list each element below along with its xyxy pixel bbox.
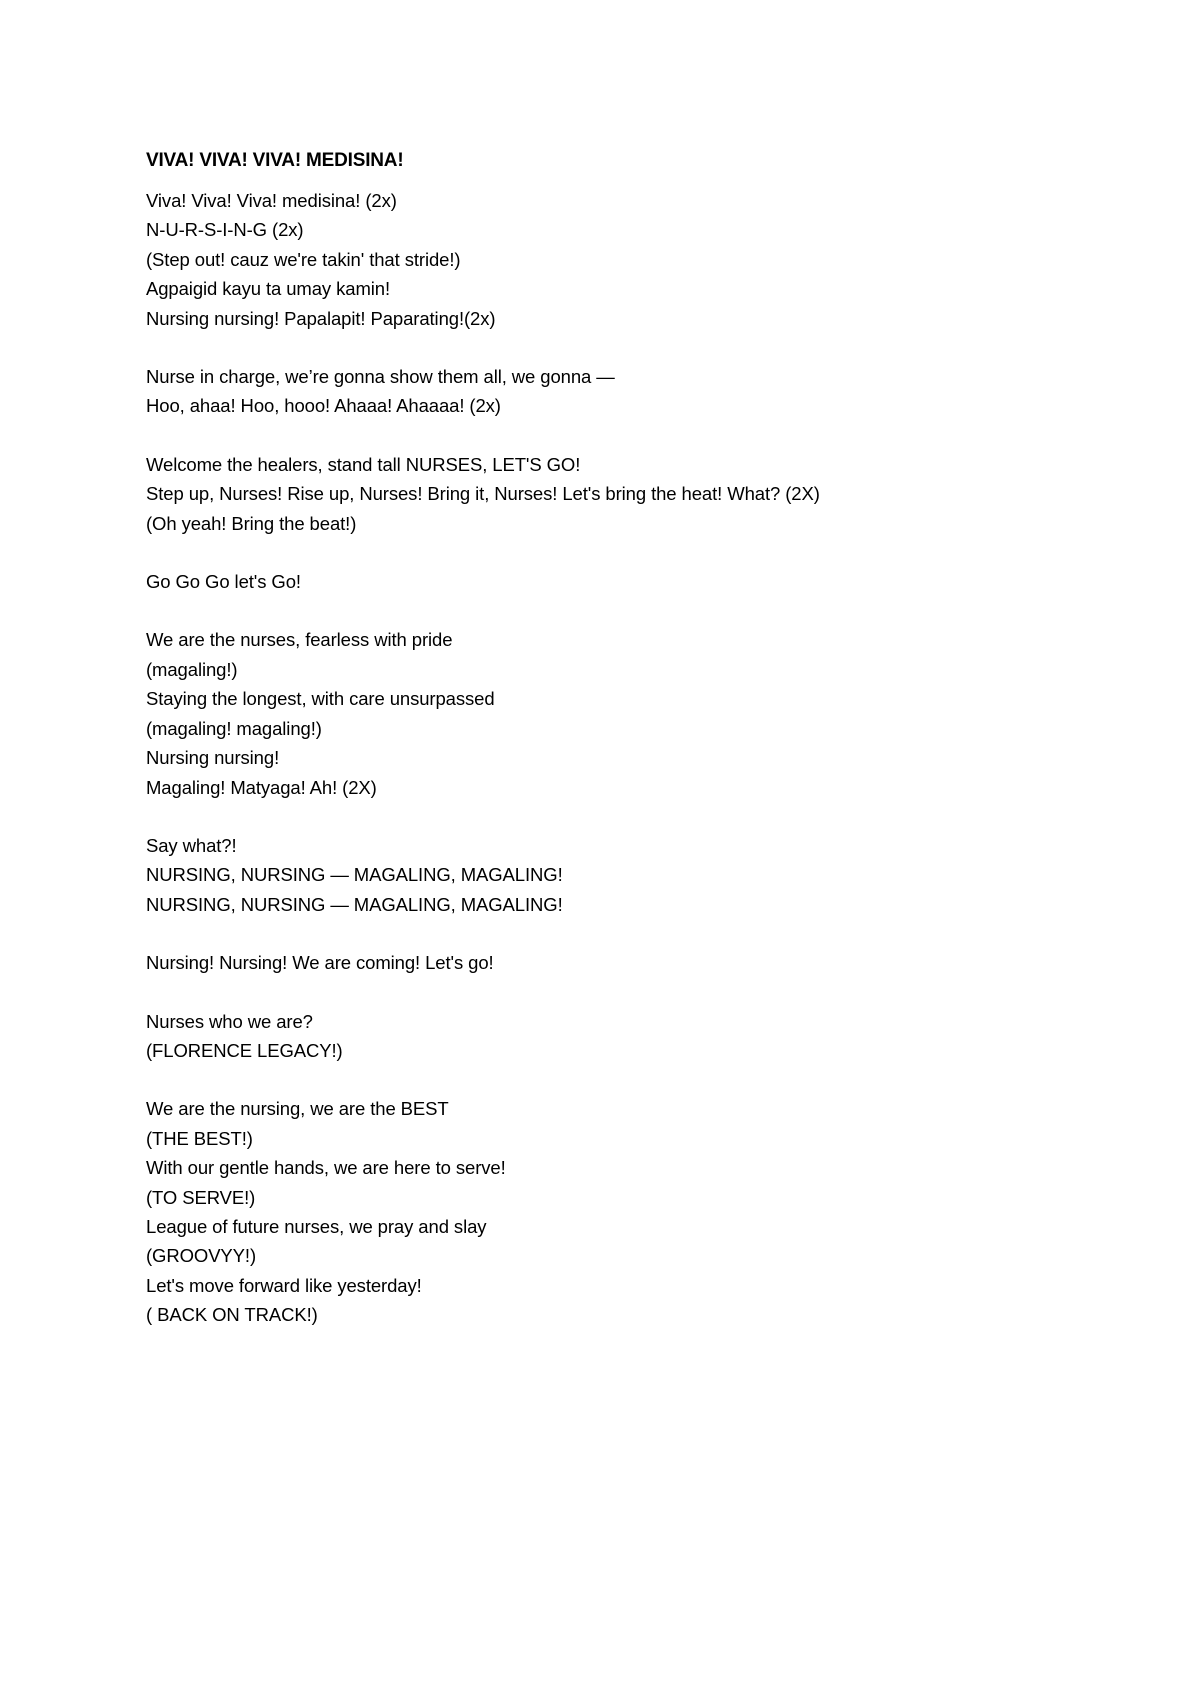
stanza-5 — [146, 625, 1106, 801]
lyric-line: Nursing! Nursing! We are coming! Let's go! — [146, 952, 494, 974]
lyric-line: Hoo, ahaa! Hoo, hooo! Ahaaa! Ahaaaa! (2x) — [146, 395, 501, 417]
lyric-line: NURSING, NURSING — MAGALING, MAGALING! — [146, 864, 563, 886]
lyric-line: (THE BEST!) — [146, 1127, 253, 1149]
stanza-3 — [146, 450, 1106, 538]
lyric-line: (magaling!) — [146, 658, 238, 680]
lyric-line: Go Go Go let's Go! — [146, 571, 301, 593]
stanza-1 — [146, 186, 1106, 333]
lyric-line: Nursing nursing! — [146, 747, 280, 769]
lyric-line: N-U-R-S-I-N-G (2x) — [146, 219, 304, 241]
lyric-line: Welcome the healers, stand tall NURSES, LET'S GO! — [146, 453, 581, 475]
document-body — [146, 146, 1106, 1359]
lyric-line: (FLORENCE LEGACY!) — [146, 1039, 343, 1061]
stanza-8 — [146, 1007, 1106, 1066]
lyric-line: Magaling! Matyaga! Ah! (2X) — [146, 776, 377, 798]
lyric-line: We are the nurses, fearless with pride — [146, 629, 453, 651]
lyric-line: Step up, Nurses! Rise up, Nurses! Bring it, Nurses! Let's bring the heat! What? (2X) — [146, 483, 820, 505]
document-title: VIVA! VIVA! VIVA! MEDISINA! — [146, 150, 404, 171]
lyric-line: Nurse in charge, we’re gonna show them all, we gonna — — [146, 366, 615, 388]
stanza-6 — [146, 831, 1106, 919]
lyric-line: League of future nurses, we pray and slay — [146, 1215, 487, 1237]
lyric-line: Let's move forward like yesterday! — [146, 1274, 422, 1296]
lyric-line: (GROOVYY!) — [146, 1245, 257, 1267]
stanza-4 — [146, 567, 1106, 596]
lyric-line: Staying the longest, with care unsurpassed — [146, 688, 495, 710]
lyric-line: Say what?! — [146, 834, 237, 856]
lyric-line: NURSING, NURSING — MAGALING, MAGALING! — [146, 893, 563, 915]
lyric-line: (Oh yeah! Bring the beat!) — [146, 512, 357, 534]
lyric-line: (magaling! magaling!) — [146, 717, 322, 739]
lyric-line: Viva! Viva! Viva! medisina! (2x) — [146, 190, 397, 211]
lyric-line: Agpaigid kayu ta umay kamin! — [146, 278, 390, 300]
stanza-9 — [146, 1094, 1106, 1329]
lyric-line: With our gentle hands, we are here to serve! — [146, 1157, 506, 1179]
lyric-line: Nurses who we are? — [146, 1010, 313, 1032]
lyric-line: Nursing nursing! Papalapit! Paparating!(2x) — [146, 307, 496, 329]
lyric-line: (Step out! cauz we're takin' that stride!) — [146, 248, 461, 270]
stanza-7 — [146, 948, 1106, 977]
lyric-line: ( BACK ON TRACK!) — [146, 1304, 318, 1326]
lyric-line: (TO SERVE!) — [146, 1186, 256, 1208]
stanza-2 — [146, 362, 1106, 421]
lyric-line: We are the nursing, we are the BEST — [146, 1098, 449, 1120]
